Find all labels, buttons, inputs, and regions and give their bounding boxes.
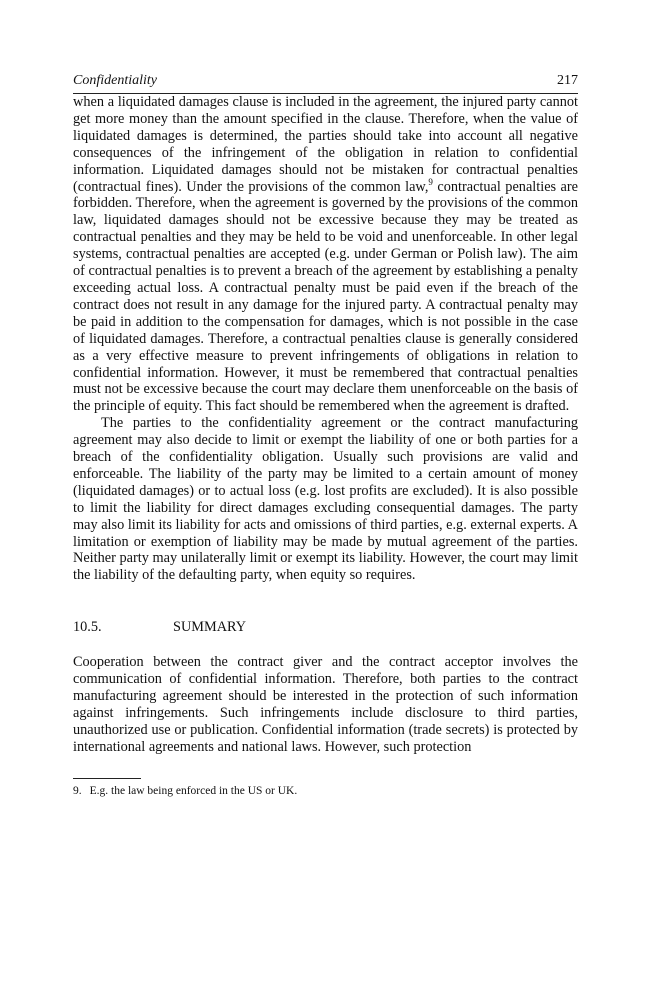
- running-head: [73, 71, 578, 94]
- footnote-reference[interactable]: 9: [428, 176, 433, 187]
- paragraph-limitation-of-liability: The parties to the confidentiality agreement or the contract manufacturing agreement may also decide to limit or exempt the liability of one or both parties for a breach of the confidentiality obligation. Usually such provisions are valid and enforceable. The liability of the party may be limited to a certain amount of money (liquidated damages) or to actual loss (e.g. lost profits are excluded). It is also possible to limit the liability for direct damages excluding consequential damages. The party may also limit its liability for acts and omissions of third parties, e.g. external experts. A limitation or exemption of liability may be made by mutual agreement of the parties. Neither party may unilaterally limit or exempt its liability. However, the court may limit the liability of the defaulting party, when equity so requires.: [73, 415, 578, 584]
- paragraph-text: when a liquidated damages clause is included in the agreement, the injured party cannot get more money than the amount specified in the clause. Therefore, when the value of liquidated damages is determined, the parties should take into account all negative consequences of the infringement of the obligation in relation to confidential information. Liquidated damages should not be mistaken for contractual penalties (contractual fines). Under the provisions of the common law,: [73, 94, 578, 195]
- footnote: [73, 784, 578, 798]
- footnote-divider: [73, 778, 141, 779]
- page-number: 217: [557, 73, 578, 88]
- paragraph-liquidated-damages: [73, 94, 578, 415]
- running-head-title: Confidentiality: [73, 73, 157, 88]
- paragraph-summary: Cooperation between the contract giver and the contract acceptor involves the communication of confidential information. Therefore, both parties to the contract manufacturing agreement should be interested in the protection of such information against infringements. Such infringements include disclosure to third parties, unauthorized use or publication. Confidential information (trade secrets) is protected by international agreements and national laws. However, such protection: [73, 654, 578, 755]
- main-text: [73, 94, 578, 584]
- book-page: [73, 71, 578, 798]
- summary-text: [73, 654, 578, 755]
- section-title: SUMMARY: [173, 619, 247, 636]
- section-number: 10.5.: [73, 619, 102, 636]
- footnote-text: E.g. the law being enforced in the US or UK.: [89, 784, 298, 797]
- footnote-mark: 9.: [73, 784, 82, 797]
- section-heading: [73, 618, 578, 636]
- paragraph-text: contractual penalties are forbidden. Therefore, when the agreement is governed by the provisions of the common law, liquidated damages should not be excessive because they may be treated as contractual penalties and they may be held to be void and unenforceable. In other legal systems, contractual penalties are accepted (e.g. under German or Polish law). The aim of contractual penalties is to prevent a breach of the agreement by establishing a penalty exceeding actual loss. A contractual penalty must be paid even if the breach of the contract does not result in any damage for the injured party. A contractual penalty may be paid in addition to the compensation for damages, which is not possible in the case of liquidated damages. Therefore, a contractual penalties clause is generally considered as a very effective measure to prevent infringements of obligations in relation to confidential information. However, it must be remembered that contractual penalties must not be excessive because the court may declare them unenforceable on the basis of the principle of equity. This fact should be remembered when the agreement is drafted.: [73, 178, 579, 415]
